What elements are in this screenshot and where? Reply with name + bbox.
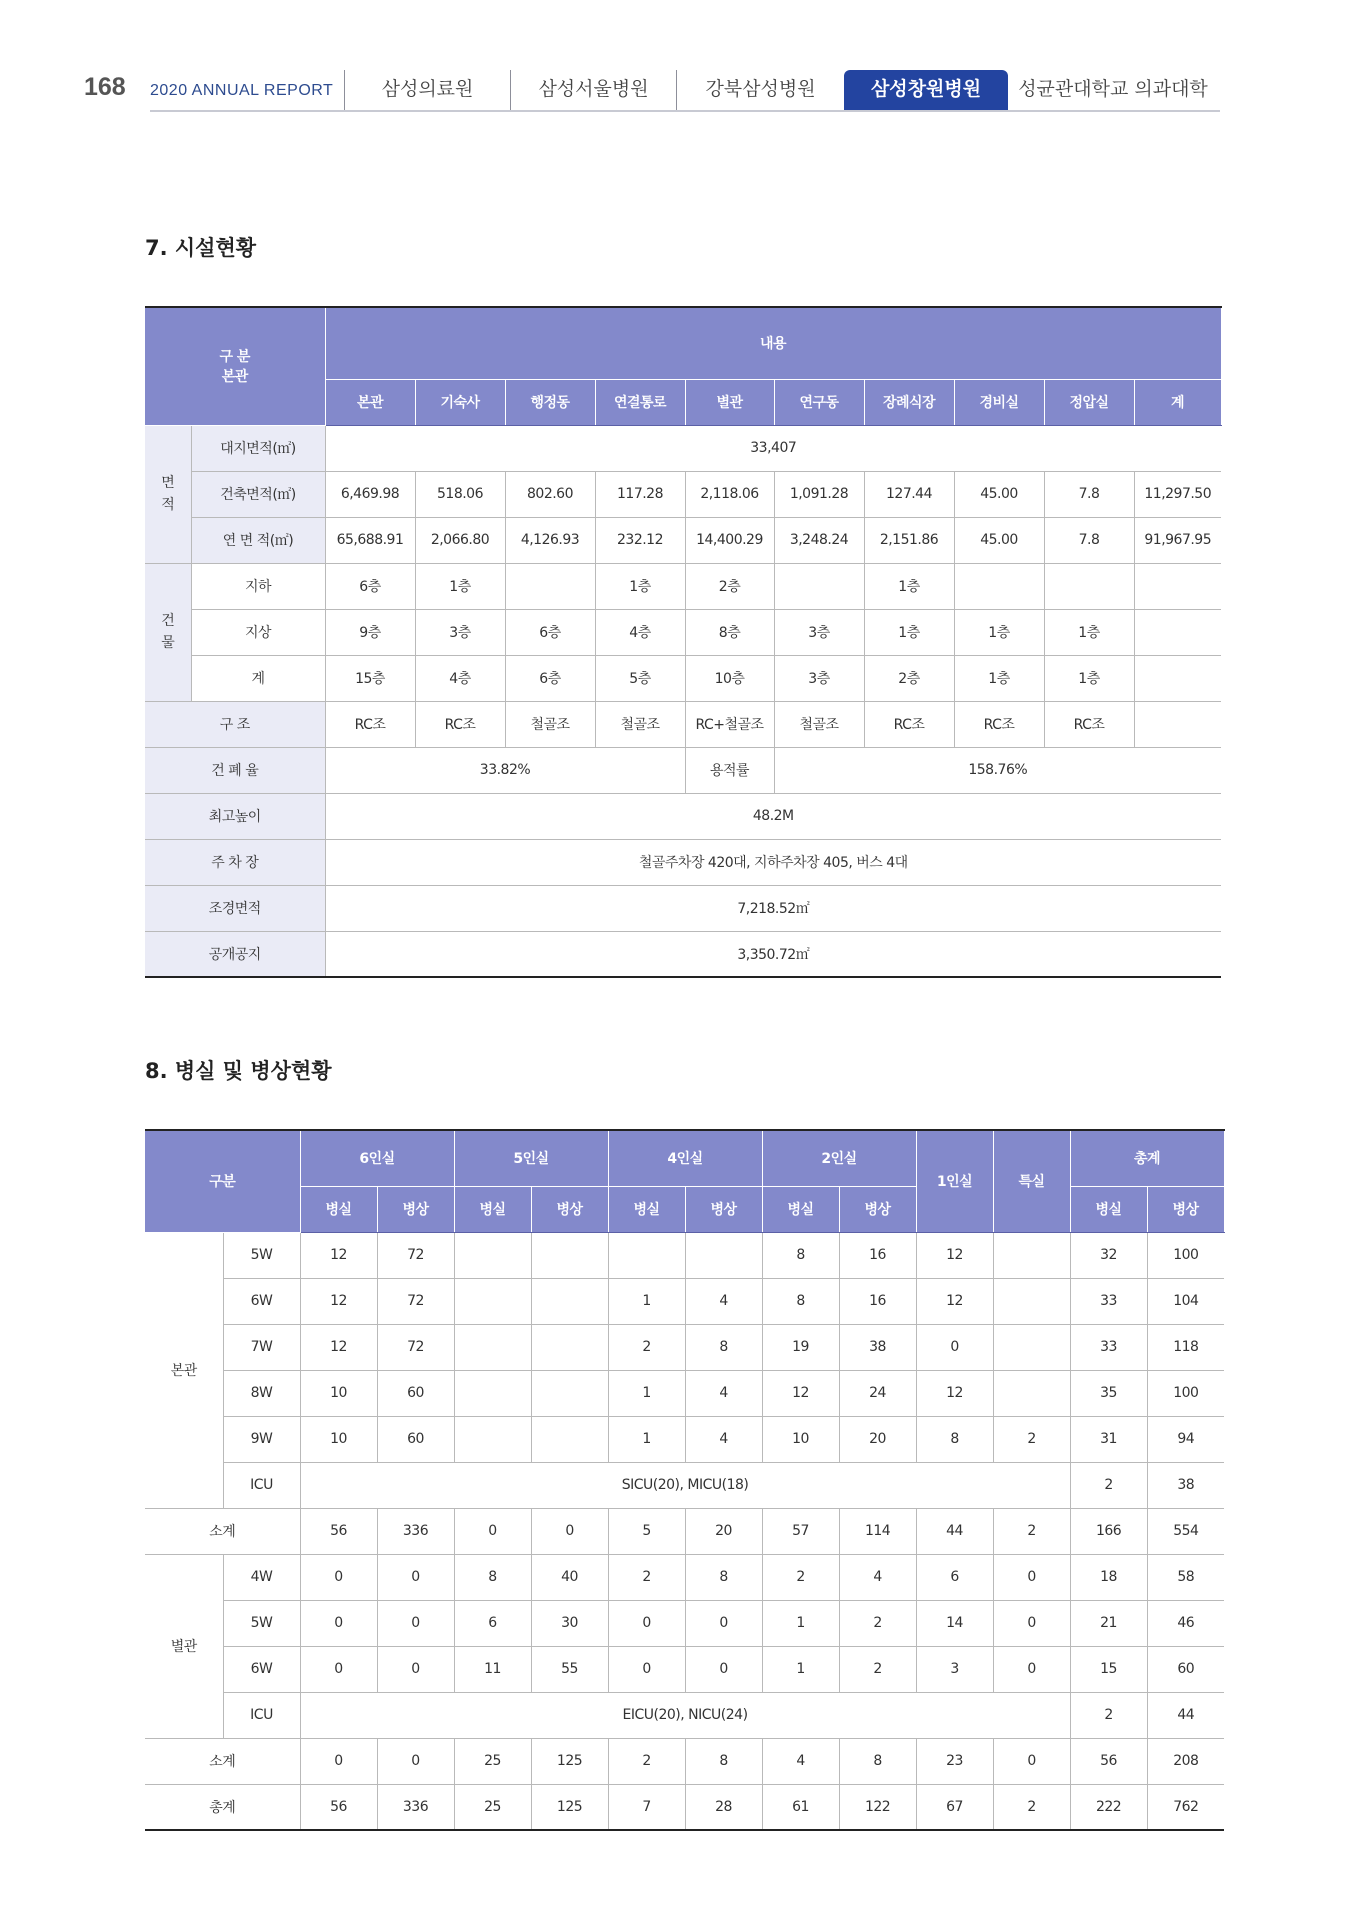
header-divider — [150, 110, 1220, 112]
cell: 2층 — [864, 655, 954, 701]
cell: RC조 — [325, 701, 415, 747]
cell: 7 — [608, 1784, 685, 1830]
tab-samsung-medical-center[interactable]: 삼성의료원 — [344, 70, 510, 110]
cell: 25 — [454, 1738, 531, 1784]
cell: 3층 — [774, 609, 864, 655]
cell: 5 — [608, 1508, 685, 1554]
cell: 8 — [454, 1554, 531, 1600]
cell: 72 — [377, 1324, 454, 1370]
cell: 33 — [1070, 1278, 1147, 1324]
cell: 554 — [1147, 1508, 1224, 1554]
sub-header: 병상 — [839, 1186, 916, 1232]
cell: 208 — [1147, 1738, 1224, 1784]
cell: 117.28 — [595, 471, 685, 517]
cell: 1층 — [595, 563, 685, 609]
cell: 58 — [1147, 1554, 1224, 1600]
cell — [531, 1370, 608, 1416]
ward-label: 9W — [223, 1416, 300, 1462]
cell: 0 — [685, 1646, 762, 1692]
cell: 0 — [993, 1738, 1070, 1784]
cell: 0 — [685, 1600, 762, 1646]
cell: 0 — [377, 1738, 454, 1784]
column-header: 별관 — [685, 379, 774, 425]
cell: 0 — [377, 1600, 454, 1646]
ward-label: 6W — [223, 1278, 300, 1324]
cell: 14 — [916, 1600, 993, 1646]
cell — [454, 1324, 531, 1370]
cell: 44 — [1147, 1692, 1224, 1738]
cell: 24 — [839, 1370, 916, 1416]
group-header: 4인실 — [608, 1130, 762, 1186]
cell: 122 — [839, 1784, 916, 1830]
building-group-label: 건물 — [145, 563, 191, 701]
row-label: 연 면 적(㎡) — [191, 517, 325, 563]
cell: 4 — [762, 1738, 839, 1784]
cell: 10 — [762, 1416, 839, 1462]
sub-header: 병실 — [762, 1186, 839, 1232]
subtotal-row — [145, 1508, 1224, 1554]
cell: 1층 — [415, 563, 505, 609]
cell: 4 — [685, 1416, 762, 1462]
ward-label: 6W — [223, 1646, 300, 1692]
ward-label: 4W — [223, 1554, 300, 1600]
cell: 8 — [916, 1416, 993, 1462]
row-label: 건 폐 율 — [145, 747, 325, 793]
cell: 2 — [1070, 1692, 1147, 1738]
cell: 4층 — [595, 609, 685, 655]
cell: 61 — [762, 1784, 839, 1830]
parking-value: 철골주차장 420대, 지하주차장 405, 버스 4대 — [325, 839, 1221, 885]
cell: 1 — [608, 1278, 685, 1324]
table-row — [145, 1554, 1224, 1600]
cell: 60 — [1147, 1646, 1224, 1692]
table-row — [145, 1416, 1224, 1462]
land-area-value: 33,407 — [325, 425, 1221, 471]
cell — [685, 1232, 762, 1278]
cell: 2,118.06 — [685, 471, 774, 517]
cell: 12 — [762, 1370, 839, 1416]
cell: 4 — [685, 1278, 762, 1324]
cell: 56 — [300, 1508, 377, 1554]
cell: 1 — [762, 1600, 839, 1646]
cell: 8 — [685, 1738, 762, 1784]
tab-samsung-changwon-hospital[interactable]: 삼성창원병원 — [844, 70, 1008, 110]
ward-label: 5W — [223, 1232, 300, 1278]
cell: 8 — [762, 1232, 839, 1278]
group-header: 2인실 — [762, 1130, 916, 1186]
column-header: 본관 — [325, 379, 415, 425]
subtotal-label: 소계 — [145, 1508, 300, 1554]
cell: 0 — [993, 1600, 1070, 1646]
sub-header: 병상 — [531, 1186, 608, 1232]
cell: 15 — [1070, 1646, 1147, 1692]
cell: 336 — [377, 1508, 454, 1554]
cell: 336 — [377, 1784, 454, 1830]
table-row — [145, 1600, 1224, 1646]
cell: 2 — [608, 1554, 685, 1600]
cell: 19 — [762, 1324, 839, 1370]
cell: 31 — [1070, 1416, 1147, 1462]
cell: 100 — [1147, 1370, 1224, 1416]
cell: 12 — [916, 1370, 993, 1416]
cell: 2 — [1070, 1462, 1147, 1508]
icu-description: SICU(20), MICU(18) — [300, 1462, 1070, 1508]
cell: 67 — [916, 1784, 993, 1830]
sub-header: 병상 — [377, 1186, 454, 1232]
cell: 8 — [762, 1278, 839, 1324]
table-row — [145, 1370, 1224, 1416]
cell: 55 — [531, 1646, 608, 1692]
cell: 2 — [993, 1508, 1070, 1554]
cell: 0 — [377, 1646, 454, 1692]
cell: 8 — [839, 1738, 916, 1784]
cell: 0 — [300, 1738, 377, 1784]
row-label: 지상 — [191, 609, 325, 655]
cell: 45.00 — [954, 517, 1044, 563]
cell: 2,151.86 — [864, 517, 954, 563]
cell: 1 — [608, 1370, 685, 1416]
cell: 9층 — [325, 609, 415, 655]
landscape-value: 7,218.52㎡ — [325, 885, 1221, 931]
cell: 1층 — [954, 609, 1044, 655]
cell — [454, 1232, 531, 1278]
cell: 12 — [300, 1232, 377, 1278]
cell: 6,469.98 — [325, 471, 415, 517]
cell: 4 — [685, 1370, 762, 1416]
cell: 33 — [1070, 1324, 1147, 1370]
cell: 철골조 — [505, 701, 595, 747]
row-label: 계 — [191, 655, 325, 701]
cell — [1134, 609, 1221, 655]
beds-corner-header: 구분 — [145, 1130, 300, 1232]
cell: 72 — [377, 1278, 454, 1324]
cell: RC조 — [1044, 701, 1134, 747]
sub-header: 병실 — [1070, 1186, 1147, 1232]
cell: 0 — [300, 1554, 377, 1600]
cell: 10 — [300, 1370, 377, 1416]
cell: 57 — [762, 1508, 839, 1554]
cell: 3,248.24 — [774, 517, 864, 563]
cell: RC조 — [415, 701, 505, 747]
cell: 28 — [685, 1784, 762, 1830]
cell: 4층 — [415, 655, 505, 701]
facility-table — [145, 306, 1222, 978]
cell: 12 — [300, 1278, 377, 1324]
column-header: 연구동 — [774, 379, 864, 425]
cell: 38 — [839, 1324, 916, 1370]
cell: 10 — [300, 1416, 377, 1462]
cell: 6층 — [505, 655, 595, 701]
cell: 18 — [1070, 1554, 1147, 1600]
cell: 2,066.80 — [415, 517, 505, 563]
row-label: 대지면적(㎡) — [191, 425, 325, 471]
cell: 518.06 — [415, 471, 505, 517]
cell: 1 — [762, 1646, 839, 1692]
cell: 12 — [300, 1324, 377, 1370]
cell — [1134, 563, 1221, 609]
cell: 철골조 — [774, 701, 864, 747]
cell: 3층 — [774, 655, 864, 701]
row-label: 조경면적 — [145, 885, 325, 931]
cell — [993, 1324, 1070, 1370]
cell: 94 — [1147, 1416, 1224, 1462]
cell — [531, 1278, 608, 1324]
single-room-header: 1인실 — [916, 1130, 993, 1232]
cell: 16 — [839, 1278, 916, 1324]
group-header: 6인실 — [300, 1130, 454, 1186]
cell: 118 — [1147, 1324, 1224, 1370]
cell: 철골조 — [595, 701, 685, 747]
cell: 0 — [993, 1646, 1070, 1692]
cell: 7.8 — [1044, 471, 1134, 517]
column-header: 연결통로 — [595, 379, 685, 425]
ward-label: 5W — [223, 1600, 300, 1646]
cell: 40 — [531, 1554, 608, 1600]
ward-label: 8W — [223, 1370, 300, 1416]
cell — [531, 1416, 608, 1462]
cell: 44 — [916, 1508, 993, 1554]
cell: 6층 — [505, 609, 595, 655]
cell: RC+철골조 — [685, 701, 774, 747]
cell: 10층 — [685, 655, 774, 701]
cell: RC조 — [864, 701, 954, 747]
facility-section-title: 7. 시설현황 — [145, 236, 257, 260]
cell: 802.60 — [505, 471, 595, 517]
cell: 38 — [1147, 1462, 1224, 1508]
grand-total-row — [145, 1784, 1224, 1830]
cell: 5층 — [595, 655, 685, 701]
tab-skku-medicine[interactable]: 성균관대학교 의과대학 — [1018, 78, 1208, 100]
cell — [454, 1370, 531, 1416]
subtotal-label: 소계 — [145, 1738, 300, 1784]
cell: 8 — [685, 1324, 762, 1370]
column-header: 계 — [1134, 379, 1221, 425]
row-label: 최고높이 — [145, 793, 325, 839]
cell: 23 — [916, 1738, 993, 1784]
row-label: 주 차 장 — [145, 839, 325, 885]
cell: 2 — [762, 1554, 839, 1600]
cell: 11 — [454, 1646, 531, 1692]
cell — [608, 1232, 685, 1278]
column-header: 행정동 — [505, 379, 595, 425]
cell: 72 — [377, 1232, 454, 1278]
cell — [993, 1370, 1070, 1416]
cell: 21 — [1070, 1600, 1147, 1646]
cell — [774, 563, 864, 609]
coverage-value: 33.82% — [325, 747, 685, 793]
facility-corner-header: 구 분 본관 — [145, 307, 325, 425]
far-value: 158.76% — [774, 747, 1221, 793]
table-row — [145, 1278, 1224, 1324]
cell: 8층 — [685, 609, 774, 655]
cell: 104 — [1147, 1278, 1224, 1324]
cell: 100 — [1147, 1232, 1224, 1278]
cell: 16 — [839, 1232, 916, 1278]
main-building-rows — [145, 1232, 1224, 1554]
cell: 56 — [300, 1784, 377, 1830]
row-label: 지하 — [191, 563, 325, 609]
sub-header: 병실 — [454, 1186, 531, 1232]
report-title: 2020 ANNUAL REPORT — [150, 82, 334, 99]
cell: 4 — [839, 1554, 916, 1600]
cell: 127.44 — [864, 471, 954, 517]
cell: 20 — [839, 1416, 916, 1462]
cell: 0 — [608, 1600, 685, 1646]
cell: 166 — [1070, 1508, 1147, 1554]
cell: 762 — [1147, 1784, 1224, 1830]
cell: 12 — [916, 1278, 993, 1324]
cell: 3 — [916, 1646, 993, 1692]
cell: 232.12 — [595, 517, 685, 563]
cell — [1134, 701, 1221, 747]
cell: 1,091.28 — [774, 471, 864, 517]
tab-kangbuk-samsung-hospital[interactable]: 강북삼성병원 — [676, 70, 844, 110]
beds-table — [145, 1129, 1225, 1831]
cell: 45.00 — [954, 471, 1044, 517]
cell: 56 — [1070, 1738, 1147, 1784]
ward-label: ICU — [223, 1462, 300, 1508]
row-label: 공개공지 — [145, 931, 325, 977]
cell — [954, 563, 1044, 609]
cell: 3층 — [415, 609, 505, 655]
page-number: 168 — [84, 73, 126, 101]
cell: 20 — [685, 1508, 762, 1554]
cell: 2 — [839, 1646, 916, 1692]
building-label: 별관 — [145, 1554, 223, 1738]
special-room-header: 특실 — [993, 1130, 1070, 1232]
cell: 6 — [454, 1600, 531, 1646]
max-height-value: 48.2M — [325, 793, 1221, 839]
content-header: 내용 — [325, 307, 1221, 379]
sub-header: 병상 — [1147, 1186, 1224, 1232]
cell: 0 — [993, 1554, 1070, 1600]
cell: 0 — [531, 1508, 608, 1554]
cell: RC조 — [954, 701, 1044, 747]
open-space-value: 3,350.72㎡ — [325, 931, 1221, 977]
cell: 14,400.29 — [685, 517, 774, 563]
table-row — [145, 1324, 1224, 1370]
cell — [454, 1416, 531, 1462]
cell — [993, 1232, 1070, 1278]
cell — [1134, 655, 1221, 701]
building-label: 본관 — [145, 1232, 223, 1508]
tab-samsung-seoul-hospital[interactable]: 삼성서울병원 — [510, 70, 676, 110]
cell: 125 — [531, 1738, 608, 1784]
cell: 2 — [608, 1738, 685, 1784]
group-header: 5인실 — [454, 1130, 608, 1186]
grand-total-label: 총계 — [145, 1784, 300, 1830]
cell: 114 — [839, 1508, 916, 1554]
hospital-tabs — [344, 70, 1218, 112]
cell: 2 — [993, 1416, 1070, 1462]
cell: 1층 — [864, 609, 954, 655]
table-row — [145, 1462, 1224, 1508]
cell: 0 — [454, 1508, 531, 1554]
column-header: 기숙사 — [415, 379, 505, 425]
ward-label: ICU — [223, 1692, 300, 1738]
cell: 46 — [1147, 1600, 1224, 1646]
cell: 60 — [377, 1416, 454, 1462]
cell: 35 — [1070, 1370, 1147, 1416]
cell: 8 — [685, 1554, 762, 1600]
cell: 0 — [300, 1600, 377, 1646]
far-label: 용적률 — [685, 747, 774, 793]
cell: 60 — [377, 1370, 454, 1416]
cell: 11,297.50 — [1134, 471, 1221, 517]
cell: 6층 — [325, 563, 415, 609]
subtotal-row — [145, 1738, 1224, 1784]
cell: 2 — [608, 1324, 685, 1370]
cell: 30 — [531, 1600, 608, 1646]
icu-description: EICU(20), NICU(24) — [300, 1692, 1070, 1738]
cell: 4,126.93 — [505, 517, 595, 563]
annex-building-rows — [145, 1554, 1224, 1784]
cell: 12 — [916, 1232, 993, 1278]
cell: 25 — [454, 1784, 531, 1830]
cell: 0 — [377, 1554, 454, 1600]
cell: 222 — [1070, 1784, 1147, 1830]
sub-header: 병실 — [608, 1186, 685, 1232]
cell: 1층 — [1044, 609, 1134, 655]
area-group-label: 면적 — [145, 425, 191, 563]
cell: 32 — [1070, 1232, 1147, 1278]
cell — [993, 1278, 1070, 1324]
cell: 1층 — [864, 563, 954, 609]
cell: 2층 — [685, 563, 774, 609]
cell — [531, 1324, 608, 1370]
row-label: 구 조 — [145, 701, 325, 747]
cell: 1층 — [1044, 655, 1134, 701]
sub-header: 병실 — [300, 1186, 377, 1232]
cell: 2 — [993, 1784, 1070, 1830]
table-row — [145, 1232, 1224, 1278]
cell: 1 — [608, 1416, 685, 1462]
cell: 125 — [531, 1784, 608, 1830]
cell: 0 — [916, 1324, 993, 1370]
cell: 91,967.95 — [1134, 517, 1221, 563]
cell: 7.8 — [1044, 517, 1134, 563]
cell: 65,688.91 — [325, 517, 415, 563]
total-header: 총계 — [1070, 1130, 1224, 1186]
cell: 0 — [300, 1646, 377, 1692]
sub-header: 병상 — [685, 1186, 762, 1232]
cell — [531, 1232, 608, 1278]
cell — [454, 1278, 531, 1324]
cell: 2 — [839, 1600, 916, 1646]
row-label: 건축면적(㎡) — [191, 471, 325, 517]
cell: 15층 — [325, 655, 415, 701]
cell: 6 — [916, 1554, 993, 1600]
table-row — [145, 1692, 1224, 1738]
beds-section-title: 8. 병실 및 병상현황 — [145, 1059, 332, 1083]
column-header: 경비실 — [954, 379, 1044, 425]
table-row — [145, 1646, 1224, 1692]
cell: 1층 — [954, 655, 1044, 701]
column-header: 정압실 — [1044, 379, 1134, 425]
cell: 0 — [608, 1646, 685, 1692]
cell — [505, 563, 595, 609]
cell — [1044, 563, 1134, 609]
column-header: 장례식장 — [864, 379, 954, 425]
ward-label: 7W — [223, 1324, 300, 1370]
grand-total-rows — [145, 1784, 1224, 1830]
